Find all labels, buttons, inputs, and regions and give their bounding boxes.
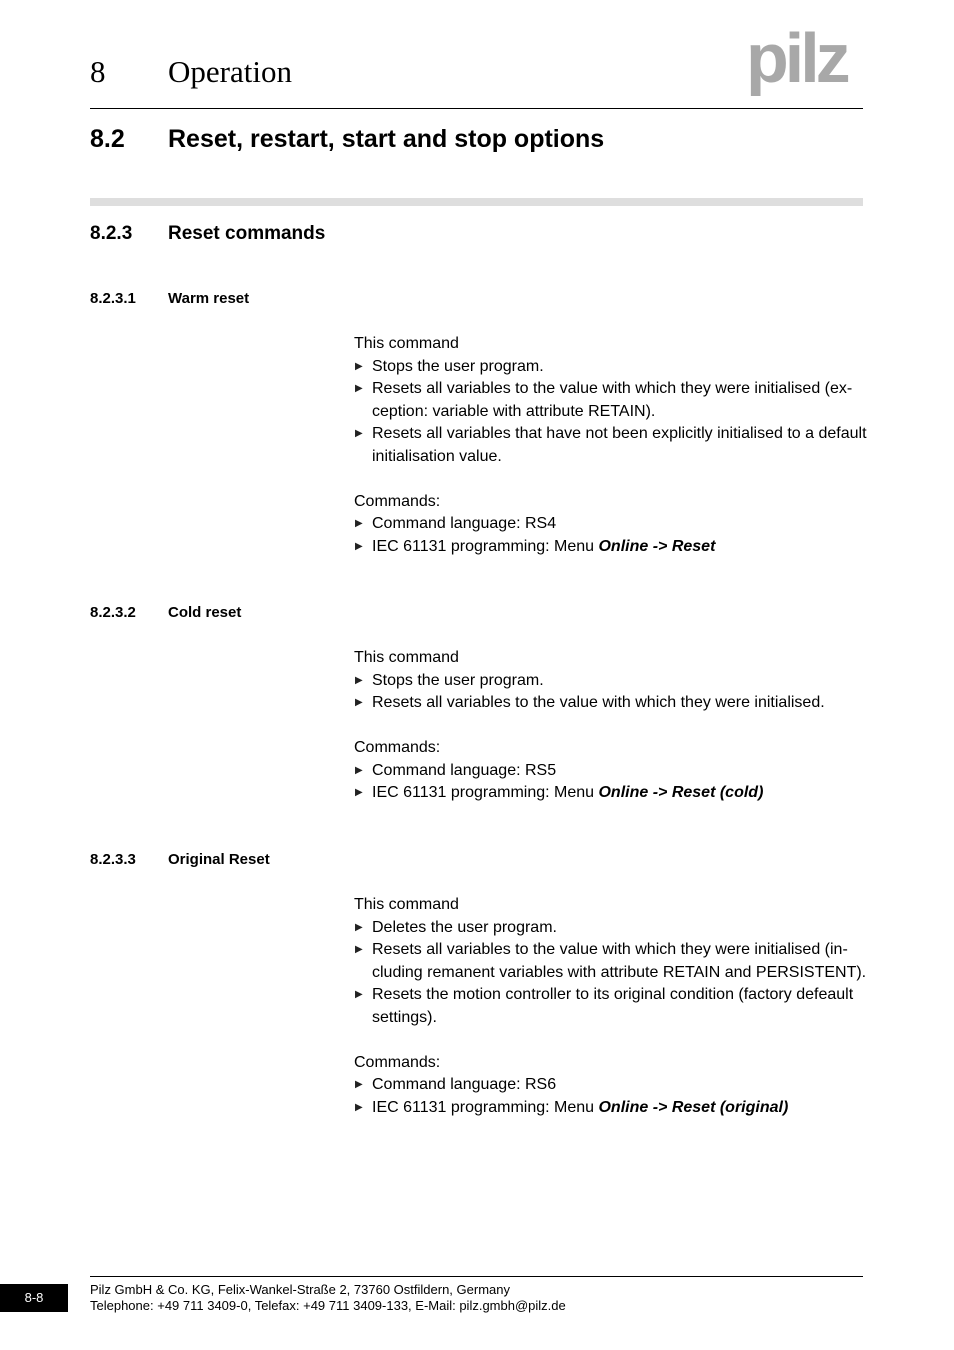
triangle-bullet-icon: ▶	[355, 360, 363, 372]
list-item: ▶ Resets all variables to the value with which they were initialised (ex- ception: variable with attribute RETAIN).	[355, 380, 853, 420]
list-item: ▶ Resets the motion controller to its original condition (factory defeault settings).	[355, 986, 854, 1026]
bullet-list	[354, 917, 869, 1030]
triangle-bullet-icon: ▶	[355, 674, 363, 686]
list-item: ▶ Resets all variables that have not been explicitly initialised to a default initialisation value.	[355, 425, 867, 465]
list-item: ▶ Stops the user program.	[354, 356, 869, 379]
menu-path: Online -> Reset (cold)	[598, 784, 764, 801]
cold-reset-number: 8.2.3.2	[90, 604, 136, 621]
triangle-bullet-icon: ▶	[355, 540, 363, 552]
list-item: ▶ IEC 61131 programming: Menu Online -> Reset (original)	[354, 1097, 869, 1120]
footer-rule	[90, 1276, 863, 1277]
intro-text: This command	[354, 896, 459, 913]
pilz-logo-text: pilz	[746, 28, 847, 96]
list-item: ▶ Command language: RS6	[354, 1074, 869, 1097]
page-number: 8-8	[0, 1284, 68, 1312]
commands-label: Commands:	[354, 492, 441, 510]
triangle-bullet-icon: ▶	[355, 944, 363, 955]
section-title: Reset, restart, start and stop options	[168, 125, 605, 153]
triangle-bullet-icon: ▶	[355, 764, 363, 776]
list-item: ▶ Stops the user program.	[354, 670, 869, 693]
list-item: ▶ Resets all variables to the value with which they were initialised (in- cluding remanent variables with attribute RETAIN and PERSISTENT).	[355, 941, 867, 981]
subsection-number: 8.2.3	[90, 223, 133, 244]
triangle-bullet-icon: ▶	[355, 787, 363, 798]
list-item: ▶ Command language: RS4	[354, 513, 869, 536]
header-rule	[90, 108, 863, 109]
list-item: ▶ Command language: RS5	[354, 760, 869, 783]
list-item: ▶ IEC 61131 programming: Menu Online -> Reset (cold)	[354, 782, 869, 805]
list-item: ▶ Resets all variables to the value with which they were initialised.	[354, 692, 869, 715]
intro-text: This command	[354, 335, 459, 352]
triangle-bullet-icon: ▶	[355, 518, 363, 529]
intro-text: This command	[354, 649, 459, 666]
menu-path: Online -> Reset (original)	[598, 1098, 789, 1116]
triangle-bullet-icon: ▶	[355, 1101, 363, 1113]
triangle-bullet-icon: ▶	[355, 697, 363, 708]
triangle-bullet-icon: ▶	[355, 1079, 363, 1090]
cold-reset-body	[354, 647, 869, 805]
section-number: 8.2	[90, 125, 125, 153]
triangle-bullet-icon: ▶	[355, 428, 363, 439]
triangle-bullet-icon: ▶	[355, 921, 363, 933]
menu-path: Online -> Reset	[598, 537, 716, 555]
original-reset-number: 8.2.3.3	[90, 851, 136, 868]
chapter-title: Operation	[168, 54, 292, 89]
footer-address	[90, 1282, 566, 1314]
list-item: ▶ IEC 61131 programming: Menu Online -> Reset	[354, 536, 869, 559]
bullet-list	[354, 670, 869, 715]
section-divider-bar	[90, 198, 863, 206]
original-reset-title: Original Reset	[168, 851, 270, 868]
footer-line-company: Pilz GmbH & Co. KG, Felix-Wankel-Straße 2, 73760 Ostfildern, Germany	[90, 1282, 510, 1297]
commands-label: Commands:	[354, 739, 441, 756]
subsection-title: Reset commands	[168, 223, 326, 244]
warm-reset-title: Warm reset	[168, 290, 250, 307]
warm-reset-number: 8.2.3.1	[90, 290, 136, 307]
chapter-number: 8	[90, 54, 106, 89]
cold-reset-title: Cold reset	[168, 604, 242, 621]
commands-label: Commands:	[354, 1053, 441, 1071]
triangle-bullet-icon: ▶	[355, 383, 363, 394]
bullet-list	[354, 356, 869, 469]
pilz-logo	[746, 28, 866, 96]
list-item: ▶ Deletes the user program.	[354, 917, 869, 940]
command-list	[354, 1074, 869, 1119]
triangle-bullet-icon: ▶	[355, 989, 363, 1000]
command-list	[354, 513, 869, 558]
footer-line-contact: Telephone: +49 711 3409-0, Telefax: +49 711 3409-133, E-Mail: pilz.gmbh@pilz.de	[90, 1298, 566, 1313]
command-list	[354, 760, 869, 805]
warm-reset-body	[354, 333, 869, 558]
original-reset-body	[354, 894, 869, 1119]
